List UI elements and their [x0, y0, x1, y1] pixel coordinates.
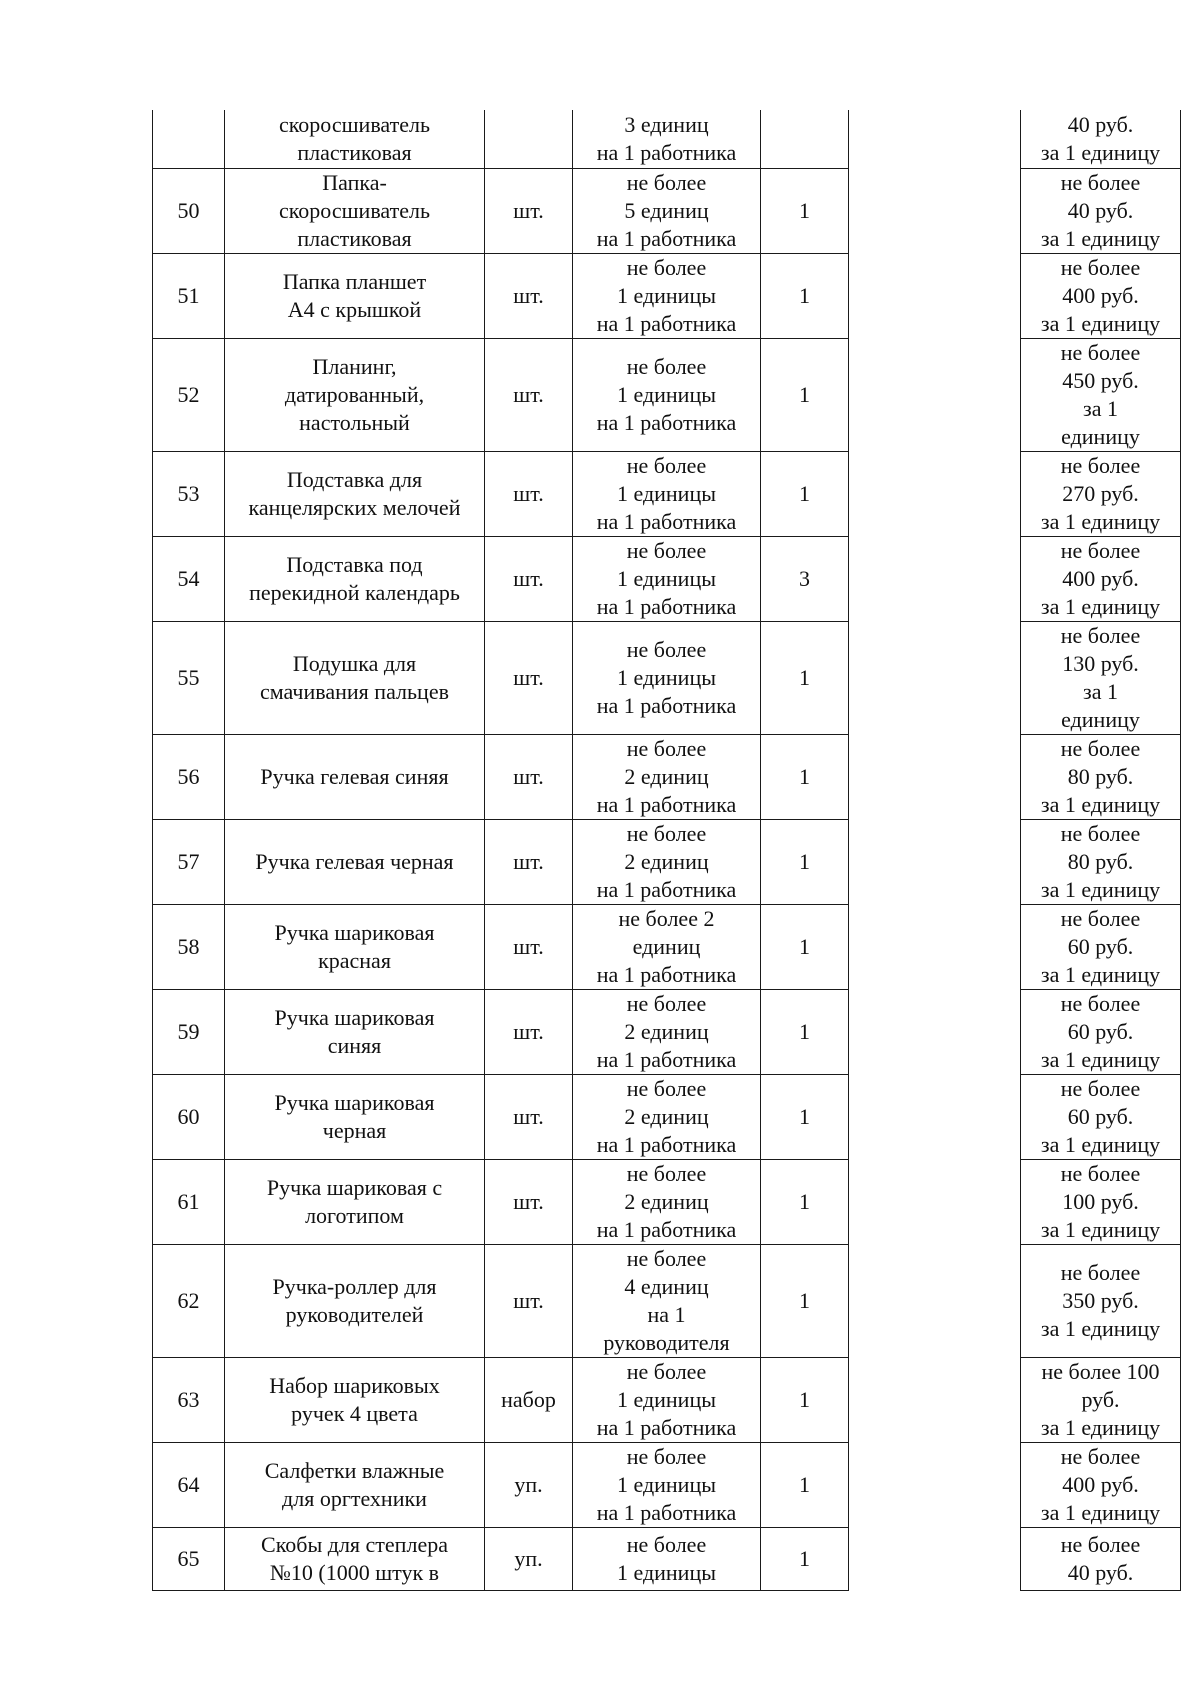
price-cell: не более 450 руб. за 1 единицу [1021, 338, 1181, 451]
unit-cell: шт. [485, 253, 573, 338]
row-number-cell: 56 [153, 734, 225, 819]
item-name-cell: Ручка-роллер для руководителей [225, 1244, 485, 1357]
price-row [1021, 253, 1181, 338]
row-number-cell: 58 [153, 904, 225, 989]
count-cell: 1 [761, 1074, 849, 1159]
unit-cell [485, 110, 573, 168]
quantity-norm-cell: не более 1 единицы на 1 работника [573, 536, 761, 621]
price-cell: не более 60 руб. за 1 единицу [1021, 989, 1181, 1074]
unit-cell: шт. [485, 168, 573, 253]
quantity-norm-cell: не более 1 единицы на 1 работника [573, 338, 761, 451]
price-row [1021, 819, 1181, 904]
unit-cell: шт. [485, 1074, 573, 1159]
item-name-cell: Подушка для смачивания пальцев [225, 621, 485, 734]
count-cell: 1 [761, 989, 849, 1074]
count-cell: 1 [761, 1244, 849, 1357]
item-name-cell: Набор шариковых ручек 4 цвета [225, 1357, 485, 1442]
table-row [153, 1442, 849, 1527]
price-row [1021, 451, 1181, 536]
table-row [153, 253, 849, 338]
row-number-cell: 63 [153, 1357, 225, 1442]
price-cell: не более 400 руб. за 1 единицу [1021, 1442, 1181, 1527]
row-number-cell: 59 [153, 989, 225, 1074]
price-row [1021, 989, 1181, 1074]
quantity-norm-cell: не более 1 единицы на 1 работника [573, 621, 761, 734]
price-cell: не более 400 руб. за 1 единицу [1021, 253, 1181, 338]
unit-cell: набор [485, 1357, 573, 1442]
price-row [1021, 168, 1181, 253]
price-column-table [1020, 110, 1181, 1591]
item-name-cell: скоросшиватель пластиковая [225, 110, 485, 168]
price-cell: не более 270 руб. за 1 единицу [1021, 451, 1181, 536]
price-row [1021, 621, 1181, 734]
quantity-norm-cell: не более 5 единиц на 1 работника [573, 168, 761, 253]
row-number-cell [153, 110, 225, 168]
count-cell: 1 [761, 819, 849, 904]
price-cell: не более 100 руб. за 1 единицу [1021, 1357, 1181, 1442]
table-row [153, 110, 849, 168]
unit-cell: шт. [485, 904, 573, 989]
price-cell: не более 40 руб. за 1 единицу [1021, 168, 1181, 253]
table-row [153, 819, 849, 904]
unit-cell: шт. [485, 1159, 573, 1244]
count-cell: 1 [761, 1442, 849, 1527]
item-name-cell: Ручка шариковая красная [225, 904, 485, 989]
table-row [153, 904, 849, 989]
table-row [153, 1357, 849, 1442]
row-number-cell: 54 [153, 536, 225, 621]
unit-cell: шт. [485, 621, 573, 734]
item-name-cell: Ручка гелевая синяя [225, 734, 485, 819]
count-cell: 1 [761, 904, 849, 989]
row-number-cell: 50 [153, 168, 225, 253]
price-cell: 40 руб. за 1 единицу [1021, 110, 1181, 168]
table-row [153, 1527, 849, 1590]
row-number-cell: 52 [153, 338, 225, 451]
count-cell: 1 [761, 1357, 849, 1442]
row-number-cell: 65 [153, 1527, 225, 1590]
quantity-norm-cell: не более 2 единиц на 1 работника [573, 989, 761, 1074]
quantity-norm-cell: не более 1 единицы на 1 работника [573, 1442, 761, 1527]
price-row [1021, 1244, 1181, 1357]
row-number-cell: 55 [153, 621, 225, 734]
price-row [1021, 1159, 1181, 1244]
price-row [1021, 536, 1181, 621]
row-number-cell: 61 [153, 1159, 225, 1244]
supplies-table [152, 110, 849, 1591]
row-number-cell: 53 [153, 451, 225, 536]
price-row [1021, 1074, 1181, 1159]
price-cell: не более 60 руб. за 1 единицу [1021, 904, 1181, 989]
price-cell: не более 100 руб. за 1 единицу [1021, 1159, 1181, 1244]
table-row [153, 338, 849, 451]
count-cell: 1 [761, 621, 849, 734]
table-row [153, 1074, 849, 1159]
count-cell: 1 [761, 168, 849, 253]
price-row [1021, 904, 1181, 989]
unit-cell: шт. [485, 338, 573, 451]
price-row [1021, 110, 1181, 168]
count-cell: 1 [761, 1527, 849, 1590]
price-row [1021, 1442, 1181, 1527]
quantity-norm-cell: не более 1 единицы [573, 1527, 761, 1590]
unit-cell: уп. [485, 1442, 573, 1527]
quantity-norm-cell: не более 2 единиц на 1 работника [573, 819, 761, 904]
table-row [153, 989, 849, 1074]
table-row [153, 168, 849, 253]
row-number-cell: 60 [153, 1074, 225, 1159]
price-cell: не более 80 руб. за 1 единицу [1021, 819, 1181, 904]
unit-cell: шт. [485, 451, 573, 536]
unit-cell: шт. [485, 734, 573, 819]
price-cell: не более 80 руб. за 1 единицу [1021, 734, 1181, 819]
table-row [153, 1159, 849, 1244]
table-row [153, 451, 849, 536]
row-number-cell: 62 [153, 1244, 225, 1357]
table-row [153, 1244, 849, 1357]
price-cell: не более 400 руб. за 1 единицу [1021, 536, 1181, 621]
item-name-cell: Подставка для канцелярских мелочей [225, 451, 485, 536]
quantity-norm-cell: не более 2 единиц на 1 работника [573, 1074, 761, 1159]
item-name-cell: Подставка под перекидной календарь [225, 536, 485, 621]
item-name-cell: Планинг, датированный, настольный [225, 338, 485, 451]
quantity-norm-cell: не более 4 единиц на 1 руководителя [573, 1244, 761, 1357]
unit-cell: шт. [485, 1244, 573, 1357]
quantity-norm-cell: не более 1 единицы на 1 работника [573, 253, 761, 338]
price-row [1021, 1527, 1181, 1590]
item-name-cell: Ручка шариковая синяя [225, 989, 485, 1074]
price-cell: не более 60 руб. за 1 единицу [1021, 1074, 1181, 1159]
price-cell: не более 130 руб. за 1 единицу [1021, 621, 1181, 734]
quantity-norm-cell: не более 2 единиц на 1 работника [573, 904, 761, 989]
unit-cell: шт. [485, 989, 573, 1074]
count-cell: 1 [761, 1159, 849, 1244]
row-number-cell: 57 [153, 819, 225, 904]
quantity-norm-cell: не более 2 единиц на 1 работника [573, 1159, 761, 1244]
quantity-norm-cell: не более 1 единицы на 1 работника [573, 451, 761, 536]
quantity-norm-cell: не более 1 единицы на 1 работника [573, 1357, 761, 1442]
count-cell: 1 [761, 451, 849, 536]
unit-cell: шт. [485, 819, 573, 904]
price-cell: не более 350 руб. за 1 единицу [1021, 1244, 1181, 1357]
quantity-norm-cell: 3 единиц на 1 работника [573, 110, 761, 168]
table-row [153, 536, 849, 621]
item-name-cell: Ручка шариковая с логотипом [225, 1159, 485, 1244]
price-row [1021, 734, 1181, 819]
row-number-cell: 64 [153, 1442, 225, 1527]
price-row [1021, 338, 1181, 451]
item-name-cell: Папка планшет А4 с крышкой [225, 253, 485, 338]
count-cell: 3 [761, 536, 849, 621]
row-number-cell: 51 [153, 253, 225, 338]
item-name-cell: Папка- скоросшиватель пластиковая [225, 168, 485, 253]
item-name-cell: Скобы для степлера №10 (1000 штук в [225, 1527, 485, 1590]
unit-cell: уп. [485, 1527, 573, 1590]
table-row [153, 621, 849, 734]
price-row [1021, 1357, 1181, 1442]
item-name-cell: Ручка шариковая черная [225, 1074, 485, 1159]
count-cell [761, 110, 849, 168]
item-name-cell: Салфетки влажные для оргтехники [225, 1442, 485, 1527]
item-name-cell: Ручка гелевая черная [225, 819, 485, 904]
count-cell: 1 [761, 253, 849, 338]
quantity-norm-cell: не более 2 единиц на 1 работника [573, 734, 761, 819]
unit-cell: шт. [485, 536, 573, 621]
count-cell: 1 [761, 338, 849, 451]
table-row [153, 734, 849, 819]
count-cell: 1 [761, 734, 849, 819]
price-cell: не более 40 руб. [1021, 1527, 1181, 1590]
